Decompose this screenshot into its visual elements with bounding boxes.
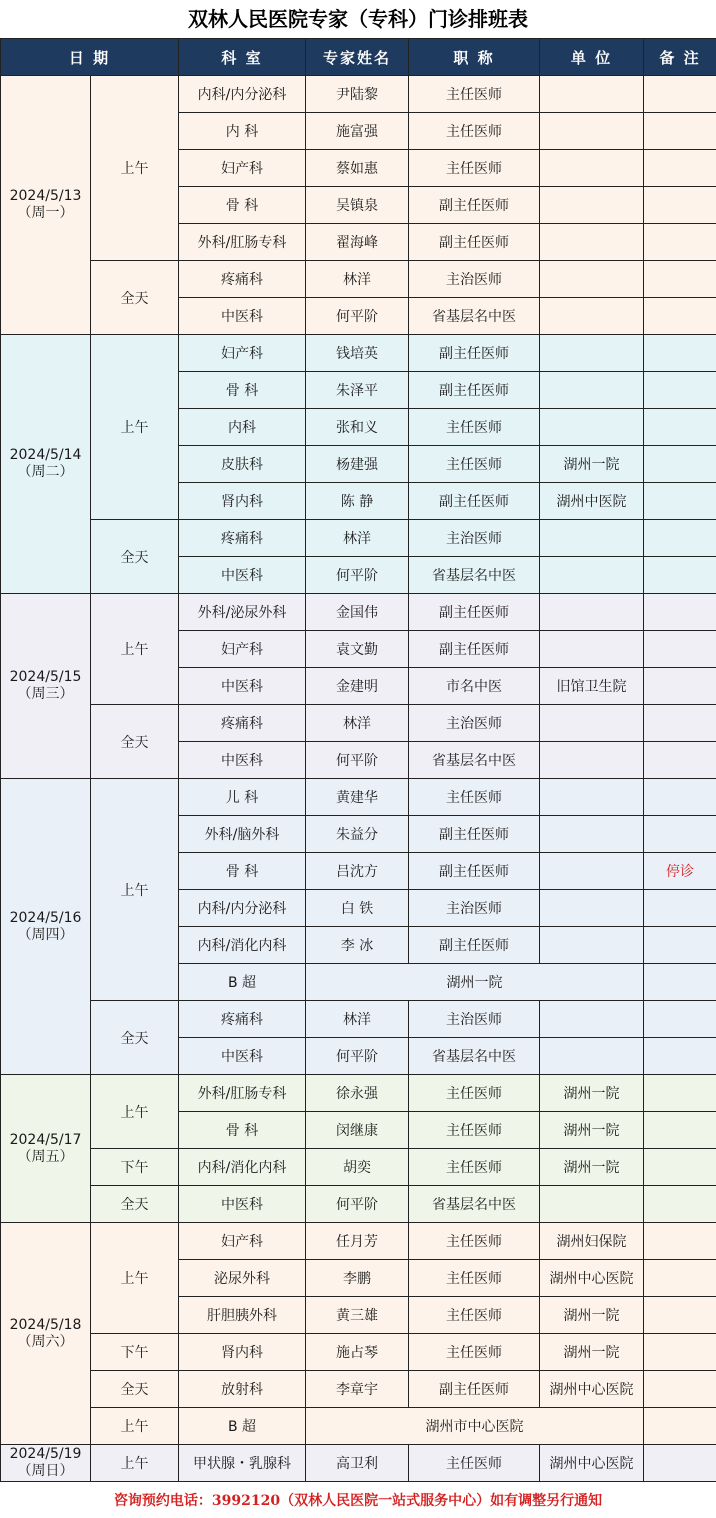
expert-name-cell: 翟海峰 [306, 224, 409, 261]
note-cell [644, 1297, 716, 1334]
note-cell [644, 446, 716, 483]
expert-name-cell: 何平阶 [306, 557, 409, 594]
unit-cell [540, 557, 644, 594]
dept-cell: 中医科 [179, 557, 306, 594]
header-dept: 科 室 [179, 39, 306, 76]
period-cell: 下午 [91, 1149, 179, 1186]
note-cell [644, 372, 716, 409]
dept-cell: 内科 [179, 409, 306, 446]
title-cell: 副主任医师 [409, 1371, 540, 1408]
unit-cell [540, 187, 644, 224]
date-text: 2024/5/19 [9, 1446, 82, 1462]
title-cell: 省基层名中医 [409, 1186, 540, 1223]
table-row [1, 1186, 716, 1223]
expert-name-cell: 金建明 [306, 668, 409, 705]
note-cell [644, 187, 716, 224]
note-cell [644, 483, 716, 520]
note-cell [644, 705, 716, 742]
period-cell: 上午 [91, 779, 179, 1001]
title-cell: 主治医师 [409, 520, 540, 557]
unit-span-cell: 湖州市中心医院 [306, 1408, 644, 1445]
unit-cell [540, 890, 644, 927]
dept-cell: 骨 科 [179, 1112, 306, 1149]
header-date: 日 期 [1, 39, 179, 76]
dept-cell: 疼痛科 [179, 705, 306, 742]
unit-cell: 湖州中医院 [540, 483, 644, 520]
note-cell [644, 1334, 716, 1371]
date-cell [1, 1075, 91, 1223]
dept-cell: 外科/脑外科 [179, 816, 306, 853]
expert-name-cell: 张和义 [306, 409, 409, 446]
date-cell [1, 1223, 91, 1445]
dept-cell: 儿 科 [179, 779, 306, 816]
table-row [1, 1408, 716, 1445]
title-cell: 主任医师 [409, 446, 540, 483]
note-cell [644, 1408, 716, 1445]
note-cell [644, 779, 716, 816]
unit-cell [540, 372, 644, 409]
period-cell: 全天 [91, 261, 179, 335]
period-cell: 全天 [91, 520, 179, 594]
note-cell [644, 150, 716, 187]
note-cell [644, 335, 716, 372]
title-cell: 副主任医师 [409, 594, 540, 631]
dept-cell: 内科/内分泌科 [179, 76, 306, 113]
table-row [1, 76, 716, 113]
unit-cell: 湖州一院 [540, 1334, 644, 1371]
note-cell [644, 261, 716, 298]
header-unit: 单 位 [540, 39, 644, 76]
unit-cell [540, 150, 644, 187]
note-cell [644, 594, 716, 631]
weekday-text: （周四） [17, 926, 74, 943]
title-cell: 主治医师 [409, 261, 540, 298]
unit-cell [540, 76, 644, 113]
header-expert-name: 专家姓名 [306, 39, 409, 76]
title-cell: 主任医师 [409, 1260, 540, 1297]
note-cell [644, 76, 716, 113]
expert-name-cell: 施富强 [306, 113, 409, 150]
note-cell [644, 298, 716, 335]
note-cell [644, 631, 716, 668]
dept-cell: 中医科 [179, 1186, 306, 1223]
unit-cell [540, 594, 644, 631]
title-cell: 主任医师 [409, 1445, 540, 1482]
table-row [1, 594, 716, 631]
note-cell [644, 927, 716, 964]
expert-name-cell: 朱泽平 [306, 372, 409, 409]
title-cell: 副主任医师 [409, 816, 540, 853]
expert-name-cell: 何平阶 [306, 742, 409, 779]
header-title: 职 称 [409, 39, 540, 76]
unit-cell [540, 631, 644, 668]
unit-cell [540, 224, 644, 261]
note-cell [644, 520, 716, 557]
note-cell [644, 557, 716, 594]
unit-cell: 湖州妇保院 [540, 1223, 644, 1260]
date-text: 2024/5/15 [9, 669, 82, 685]
title-cell: 主任医师 [409, 1149, 540, 1186]
unit-cell [540, 705, 644, 742]
expert-name-cell: 李 冰 [306, 927, 409, 964]
unit-cell: 湖州一院 [540, 1075, 644, 1112]
expert-name-cell: 蔡如惠 [306, 150, 409, 187]
expert-name-cell: 黄建华 [306, 779, 409, 816]
date-text: 2024/5/18 [9, 1316, 82, 1333]
dept-cell: 内科/消化内科 [179, 1149, 306, 1186]
title-cell: 副主任医师 [409, 372, 540, 409]
unit-cell [540, 335, 644, 372]
title-cell: 主任医师 [409, 1334, 540, 1371]
expert-name-cell: 林洋 [306, 1001, 409, 1038]
title-cell: 省基层名中医 [409, 1038, 540, 1075]
period-cell: 上午 [91, 1223, 179, 1334]
date-text: 2024/5/16 [9, 909, 82, 926]
weekday-text: （周五） [17, 1148, 74, 1165]
expert-name-cell: 尹陆黎 [306, 76, 409, 113]
expert-name-cell: 施占琴 [306, 1334, 409, 1371]
expert-name-cell: 李鹏 [306, 1260, 409, 1297]
weekday-text: （周二） [17, 464, 74, 480]
title-cell: 省基层名中医 [409, 742, 540, 779]
table-row [1, 1223, 716, 1260]
expert-name-cell: 何平阶 [306, 1038, 409, 1075]
expert-name-cell: 何平阶 [306, 1186, 409, 1223]
expert-name-cell: 袁文勤 [306, 631, 409, 668]
title-cell: 副主任医师 [409, 224, 540, 261]
expert-name-cell: 任月芳 [306, 1223, 409, 1260]
dept-cell: 泌尿外科 [179, 1260, 306, 1297]
dept-cell: 中医科 [179, 298, 306, 335]
note-cell [644, 1038, 716, 1075]
dept-cell: 外科/肛肠专科 [179, 1075, 306, 1112]
note-cell [644, 1445, 716, 1482]
expert-name-cell: 何平阶 [306, 298, 409, 335]
dept-cell: 甲状腺・乳腺科 [179, 1445, 306, 1482]
title-cell: 主任医师 [409, 150, 540, 187]
page-title: 双林人民医院专家（专科）门诊排班表 [188, 7, 528, 31]
dept-cell: 内 科 [179, 113, 306, 150]
date-cell [1, 779, 91, 1075]
table-row [1, 1371, 716, 1408]
dept-cell: 肾内科 [179, 483, 306, 520]
title-cell: 主任医师 [409, 1297, 540, 1334]
unit-cell [540, 520, 644, 557]
title-cell: 副主任医师 [409, 187, 540, 224]
title-cell: 省基层名中医 [409, 298, 540, 335]
title-cell: 主任医师 [409, 409, 540, 446]
expert-name-cell: 杨建强 [306, 446, 409, 483]
dept-cell: B 超 [179, 964, 306, 1001]
dept-cell: 疼痛科 [179, 1001, 306, 1038]
header-row [1, 39, 716, 76]
expert-name-cell: 高卫利 [306, 1445, 409, 1482]
dept-cell: 内科/消化内科 [179, 927, 306, 964]
table-row [1, 261, 716, 298]
title-cell: 副主任医师 [409, 483, 540, 520]
note-cell [644, 1186, 716, 1223]
unit-cell: 湖州中心医院 [540, 1445, 644, 1482]
schedule-table [0, 38, 716, 1482]
date-cell [1, 1445, 91, 1482]
period-cell: 上午 [91, 1408, 179, 1445]
title-cell: 主任医师 [409, 1112, 540, 1149]
dept-cell: 皮肤科 [179, 446, 306, 483]
title-cell: 主任医师 [409, 1075, 540, 1112]
unit-cell: 湖州一院 [540, 1297, 644, 1334]
unit-cell [540, 927, 644, 964]
title-cell: 主任医师 [409, 779, 540, 816]
date-cell [1, 76, 91, 335]
title-cell: 主治医师 [409, 1001, 540, 1038]
dept-cell: 内科/内分泌科 [179, 890, 306, 927]
unit-cell: 湖州中心医院 [540, 1260, 644, 1297]
note-cell [644, 1223, 716, 1260]
weekday-text: （周日） [17, 1463, 74, 1479]
title-cell: 省基层名中医 [409, 557, 540, 594]
note-cell [644, 1260, 716, 1297]
unit-cell [540, 261, 644, 298]
dept-cell: 骨 科 [179, 372, 306, 409]
weekday-text: （周一） [17, 205, 74, 221]
period-cell: 全天 [91, 1186, 179, 1223]
title-cell: 副主任医师 [409, 335, 540, 372]
period-cell: 上午 [91, 594, 179, 705]
note-cell [644, 742, 716, 779]
unit-span-cell: 湖州一院 [306, 964, 644, 1001]
dept-cell: 疼痛科 [179, 261, 306, 298]
dept-cell: B 超 [179, 1408, 306, 1445]
table-row [1, 1334, 716, 1371]
dept-cell: 中医科 [179, 668, 306, 705]
title-cell: 市名中医 [409, 668, 540, 705]
note-cell [644, 1075, 716, 1112]
expert-name-cell: 林洋 [306, 520, 409, 557]
dept-cell: 肾内科 [179, 1334, 306, 1371]
note-cell [644, 1371, 716, 1408]
expert-name-cell: 金国伟 [306, 594, 409, 631]
unit-cell [540, 1186, 644, 1223]
note-cell [644, 964, 716, 1001]
unit-cell [540, 298, 644, 335]
table-row [1, 1445, 716, 1482]
expert-name-cell: 闵继康 [306, 1112, 409, 1149]
unit-cell: 湖州一院 [540, 1112, 644, 1149]
table-row [1, 779, 716, 816]
title-cell: 副主任医师 [409, 927, 540, 964]
date-text: 2024/5/17 [9, 1131, 82, 1148]
note-cell [644, 668, 716, 705]
dept-cell: 外科/肛肠专科 [179, 224, 306, 261]
unit-cell: 湖州一院 [540, 446, 644, 483]
expert-name-cell: 陈 静 [306, 483, 409, 520]
note-cell [644, 409, 716, 446]
unit-cell: 湖州中心医院 [540, 1371, 644, 1408]
note-cell: 停诊 [644, 853, 716, 890]
period-cell: 上午 [91, 335, 179, 520]
table-row [1, 1149, 716, 1186]
note-cell [644, 1001, 716, 1038]
dept-cell: 妇产科 [179, 1223, 306, 1260]
note-cell [644, 1112, 716, 1149]
table-row [1, 705, 716, 742]
note-cell [644, 890, 716, 927]
expert-name-cell: 徐永强 [306, 1075, 409, 1112]
expert-name-cell: 林洋 [306, 261, 409, 298]
note-cell [644, 113, 716, 150]
title-cell: 主任医师 [409, 1223, 540, 1260]
unit-cell [540, 853, 644, 890]
title-cell: 主任医师 [409, 113, 540, 150]
unit-cell [540, 742, 644, 779]
footer-contact: 咨询预约电话：3992120（双林人民医院一站式服务中心）如有调整另行通知 [113, 1493, 603, 1509]
title-cell: 副主任医师 [409, 631, 540, 668]
weekday-text: （周三） [17, 686, 74, 702]
dept-cell: 骨 科 [179, 853, 306, 890]
period-cell: 全天 [91, 1371, 179, 1408]
table-row [1, 520, 716, 557]
period-cell: 上午 [91, 1445, 179, 1482]
expert-name-cell: 白 铁 [306, 890, 409, 927]
period-cell: 全天 [91, 705, 179, 779]
expert-name-cell: 吴镇泉 [306, 187, 409, 224]
period-cell: 全天 [91, 1001, 179, 1075]
period-cell: 上午 [91, 1075, 179, 1149]
date-cell [1, 335, 91, 594]
expert-name-cell: 李章宇 [306, 1371, 409, 1408]
expert-name-cell: 钱培英 [306, 335, 409, 372]
date-text: 2024/5/14 [9, 447, 82, 463]
table-row [1, 335, 716, 372]
dept-cell: 骨 科 [179, 187, 306, 224]
unit-cell [540, 816, 644, 853]
dept-cell: 放射科 [179, 1371, 306, 1408]
expert-name-cell: 胡奕 [306, 1149, 409, 1186]
title-cell: 主任医师 [409, 76, 540, 113]
note-cell [644, 1149, 716, 1186]
dept-cell: 中医科 [179, 1038, 306, 1075]
title-cell: 副主任医师 [409, 853, 540, 890]
dept-cell: 疼痛科 [179, 520, 306, 557]
unit-cell [540, 1001, 644, 1038]
unit-cell [540, 1038, 644, 1075]
dept-cell: 妇产科 [179, 150, 306, 187]
table-row [1, 1001, 716, 1038]
period-cell: 上午 [91, 76, 179, 261]
period-cell: 下午 [91, 1334, 179, 1371]
dept-cell: 中医科 [179, 742, 306, 779]
unit-cell [540, 409, 644, 446]
note-cell [644, 816, 716, 853]
expert-name-cell: 朱益分 [306, 816, 409, 853]
unit-cell [540, 113, 644, 150]
unit-cell [540, 779, 644, 816]
date-text: 2024/5/13 [9, 188, 82, 204]
dept-cell: 妇产科 [179, 631, 306, 668]
date-cell [1, 594, 91, 779]
title-cell: 主治医师 [409, 705, 540, 742]
note-cell [644, 224, 716, 261]
dept-cell: 肝胆胰外科 [179, 1297, 306, 1334]
unit-cell: 旧馆卫生院 [540, 668, 644, 705]
expert-name-cell: 黄三雄 [306, 1297, 409, 1334]
dept-cell: 妇产科 [179, 335, 306, 372]
expert-name-cell: 林洋 [306, 705, 409, 742]
dept-cell: 外科/泌尿外科 [179, 594, 306, 631]
table-row [1, 1075, 716, 1112]
header-note: 备 注 [644, 39, 716, 76]
unit-cell: 湖州一院 [540, 1149, 644, 1186]
expert-name-cell: 吕沈方 [306, 853, 409, 890]
weekday-text: （周六） [17, 1333, 74, 1350]
title-cell: 主治医师 [409, 890, 540, 927]
